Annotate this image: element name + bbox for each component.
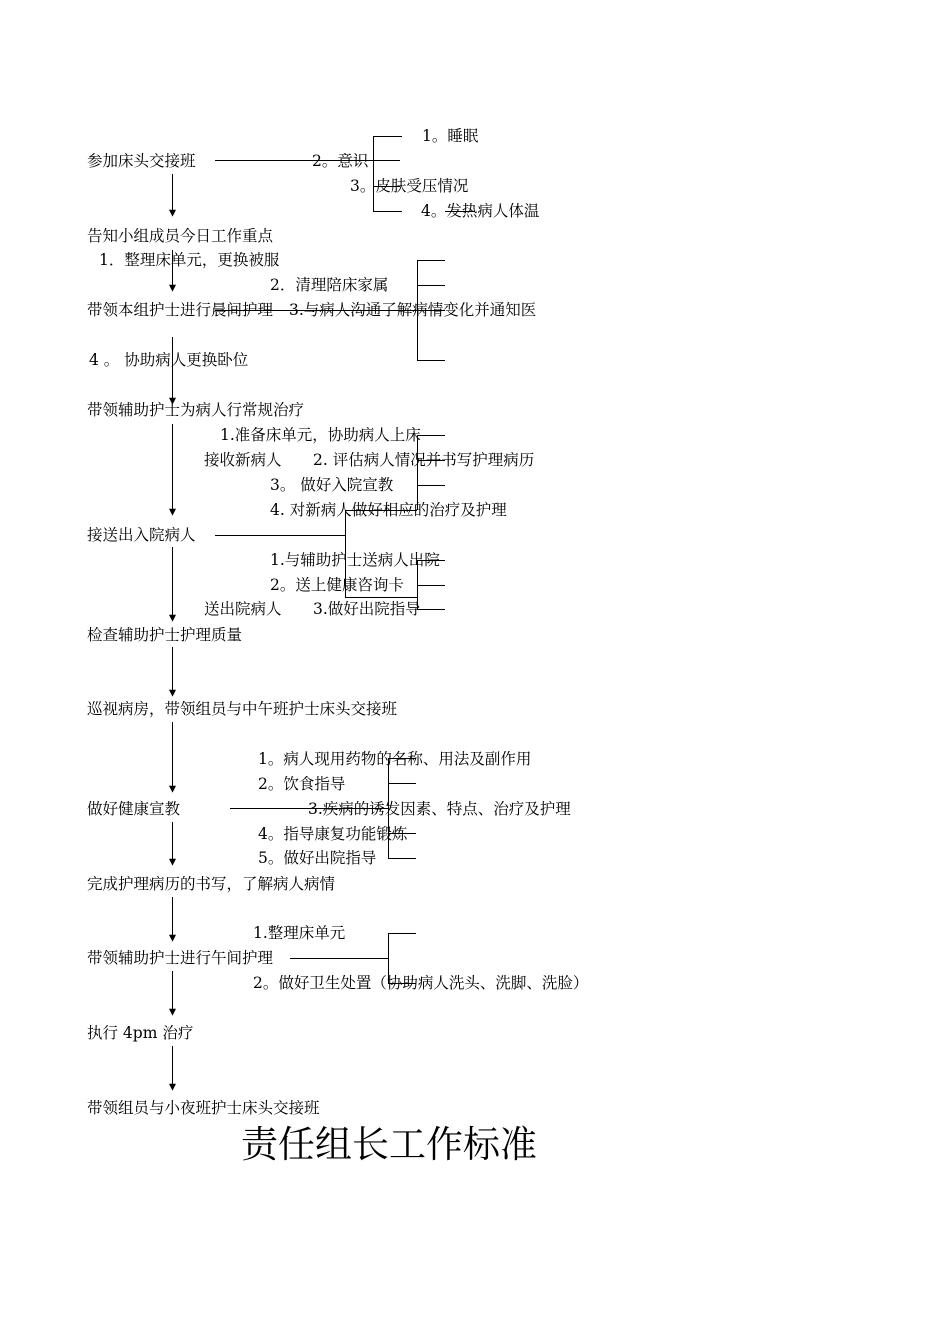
page-title: 责任组长工作标准: [241, 1123, 537, 1166]
discharge-item: 3.做好出院指导: [313, 600, 421, 618]
step-ward-round-handover: 巡视病房，带领组员与中午班护士床头交接班: [87, 700, 398, 718]
education-item: 4。指导康复功能锻炼: [258, 825, 408, 843]
admission-label: 接收新病人: [204, 451, 282, 469]
education-item: 3.疾病的诱发因素、特点、治疗及护理: [308, 800, 571, 818]
discharge-item: 2。送上健康咨询卡: [270, 576, 404, 594]
step-routine-treatment: 带领辅助护士为病人行常规治疗: [87, 401, 305, 419]
step-admission-discharge: 接送出入院病人: [87, 526, 196, 544]
education-item: 1。病人现用药物的名称、用法及副作用: [258, 750, 532, 768]
step-morning-care: 带领本组护士进行晨间护理: [87, 301, 274, 319]
step-bedside-handover: 参加床头交接班: [87, 152, 196, 170]
handover-item: 2。意识: [312, 152, 369, 170]
handover-item: 1。睡眠: [422, 127, 479, 145]
step-inform-team-focus: 告知小组成员今日工作重点: [87, 227, 274, 245]
education-item: 2。饮食指导: [258, 775, 346, 793]
discharge-item: 1.与辅助护士送病人出院: [270, 551, 440, 569]
handover-item: 3。皮肤受压情况: [350, 177, 469, 195]
morning-care-item: 2．清理陪床家属: [270, 276, 389, 294]
admission-item: 2. 评估病人情况并书写护理病历: [313, 451, 535, 469]
step-evening-handover: 带领组员与小夜班护士床头交接班: [87, 1099, 320, 1117]
noon-care-item: 2。做好卫生处置（协助病人洗头、洗脚、洗脸）: [253, 974, 589, 992]
admission-item: 1.准备床单元，协助病人上床: [220, 426, 421, 444]
morning-care-item: 4 。 协助病人更换卧位: [89, 351, 249, 369]
education-item: 5。做好出院指导: [258, 849, 377, 867]
morning-care-item: 1．整理床单元，更换被服: [99, 251, 280, 269]
step-noon-care: 带领辅助护士进行午间护理: [87, 949, 274, 967]
step-nursing-records: 完成护理病历的书写，了解病人病情: [87, 875, 336, 893]
handover-item: 4。发热病人体温: [421, 202, 540, 220]
discharge-label: 送出院病人: [204, 600, 282, 618]
admission-item: 4. 对新病人做好相应的治疗及护理: [270, 501, 507, 519]
noon-care-item: 1.整理床单元: [253, 924, 346, 942]
step-4pm-treatment: 执行 4pm 治疗: [87, 1024, 194, 1042]
step-quality-check: 检查辅助护士护理质量: [87, 626, 243, 644]
morning-care-item: 3.与病人沟通了解病情变化并通知医: [289, 301, 537, 319]
admission-item: 3。 做好入院宣教: [270, 476, 394, 494]
step-health-education: 做好健康宣教: [87, 800, 181, 818]
